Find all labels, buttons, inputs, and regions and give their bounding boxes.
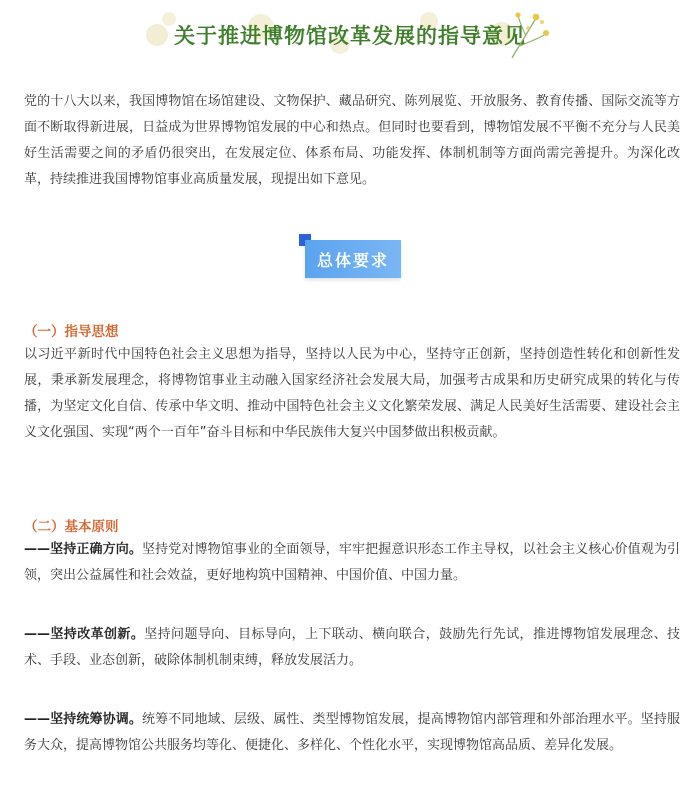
intro-paragraph: 党的十八大以来，我国博物馆在场馆建设、文物保护、藏品研究、陈列展览、开放服务、教育传播、国际交流等方面不断取得新进展，日益成为世界博物馆发展的中心和热点。但同时也要看到，博物馆发展不平衡不充分与人民美好生活需要之间的矛盾仍很突出，在发展定位、体系布局、功能发挥、体制机制等方面尚需完善提升。为深化改革，持续推进我国博物馆事业高质量发展，现提出如下意见。 (24, 94, 680, 187)
section-heading-principles: （二）基本原则 (24, 519, 119, 535)
principle-text: 统筹不同地域、层级、属性、类型博物馆发展，提高博物馆内部管理和外部治理水平。坚持服务大众，提高博物馆公共服务均等化、便捷化、多样化、个性化水平，实现博物馆高品质、差异化发展。 (24, 712, 680, 753)
principle-paragraph (24, 622, 680, 674)
title-banner (0, 8, 700, 64)
principle-lead: ——坚持统筹协调。 (24, 712, 142, 727)
principle-text: 坚持问题导向、目标导向，上下联动、横向联合，鼓励先行先试，推进博物馆发展理念、技术、手段、业态创新，破除体制机制束缚，释放发展活力。 (24, 627, 680, 668)
flower-sprig-icon (506, 8, 552, 60)
page-title: 关于推进博物馆改革发展的指导意见 (174, 24, 526, 48)
principle-lead: ——坚持改革创新。 (24, 627, 145, 642)
principle-paragraph (24, 707, 680, 759)
badge-label: 总体要求 (305, 240, 401, 278)
principle-text: 坚持党对博物馆事业的全面领导，牢牢把握意识形态工作主导权，以社会主义核心价值观为引领，突出公益属性和社会效益，更好地构筑中国精神、中国价值、中国力量。 (24, 542, 680, 583)
principle-paragraph (24, 537, 680, 589)
guiding-paragraph: 以习近平新时代中国特色社会主义思想为指导，坚持以人民为中心，坚持守正创新，坚持创造性转化和创新性发展，秉承新发展理念，将博物馆事业主动融入国家经济社会发展大局，加强考古成果和历史研究成果的转化与传播，为坚定文化自信、传承中华文明、推动中国特色社会主义文化繁荣发展、满足人民美好生活需要、建设社会主义文化强国、实现“两个一百年”奋斗目标和中华民族伟大复兴中国梦做出积极贡献。 (24, 347, 680, 440)
section-badge (299, 234, 403, 280)
section-heading-guiding: （一）指导思想 (24, 324, 119, 340)
principle-lead: ——坚持正确方向。 (24, 542, 142, 557)
